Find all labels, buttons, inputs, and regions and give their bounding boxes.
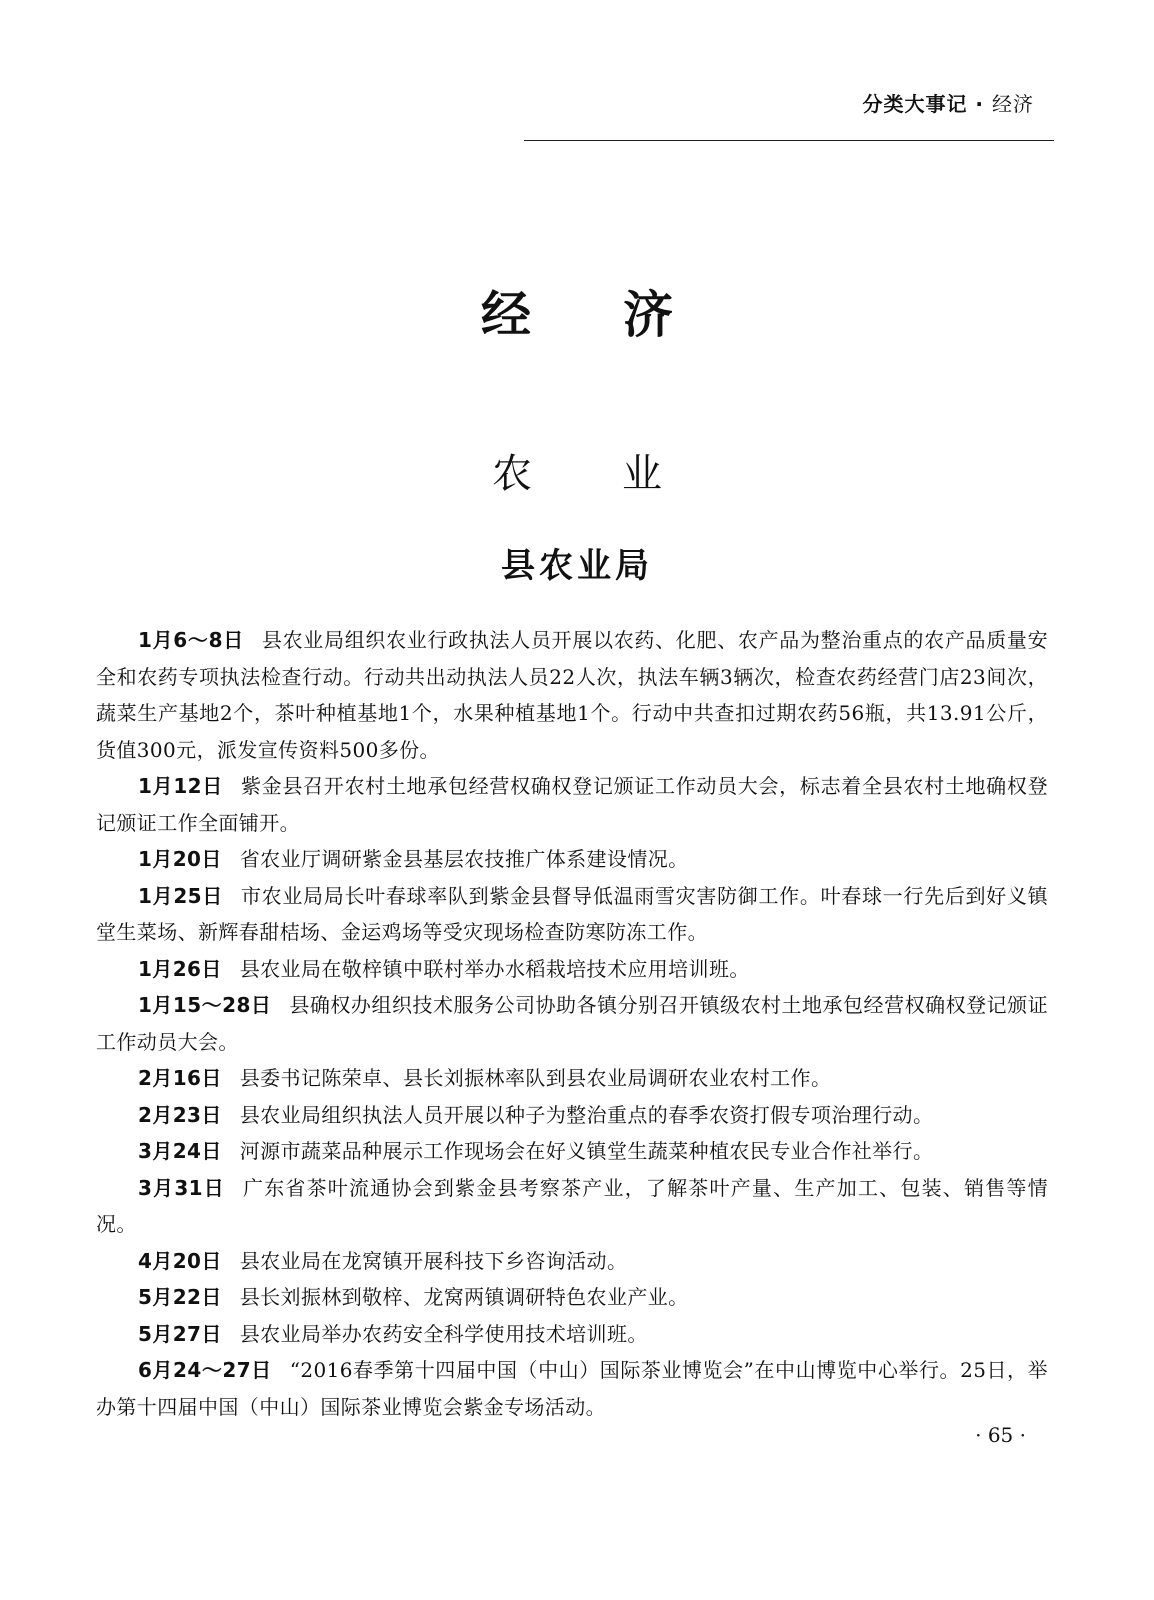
running-head [862,88,1034,117]
entry-text: “2016春季第十四届中国（中山）国际茶业博览会”在中山博览中心举行。25日，举办第十四届中国（中山）国际茶业博览会紫金专场活动。 [96,1358,1049,1419]
entry-date: 2月16日 [138,1066,222,1090]
chronicle-entry [96,987,1048,1060]
entry-date: 5月22日 [138,1285,222,1309]
header-rule [524,140,1054,141]
entry-date: 1月12日 [138,774,223,798]
entry-date: 1月25日 [138,883,223,908]
entry-text: 县农业局在敬梓镇中联村举办水稻栽培技术应用培训班。 [239,956,750,981]
entry-text: 县农业局组织执法人员开展以种子为整治重点的春季农资打假专项治理行动。 [239,1102,934,1127]
chronicle-entry [96,1170,1048,1243]
entry-text: 市农业局局长叶春球率队到紫金县督导低温雨雪灾害防御工作。叶春球一行先后到好义镇堂生菜场、新辉春甜桔场、金运鸡场等受灾现场检查防寒防冻工作。 [96,883,1048,944]
entry-text: 县农业局在龙窝镇开展科技下乡咨询活动。 [239,1248,628,1273]
page-number: · 65 · [975,1423,1026,1447]
chronicle-entries [96,622,1048,1425]
chronicle-entry [96,1243,1048,1280]
entry-text: 县农业局举办农药安全科学使用技术培训班。 [239,1321,648,1346]
running-head-section: 经济 [992,92,1034,116]
entry-date: 3月31日 [138,1175,225,1200]
entry-date: 6月24～27日 [138,1358,272,1382]
chronicle-entry [96,1352,1048,1425]
chronicle-entry [96,768,1048,841]
entry-date: 4月20日 [138,1248,222,1273]
running-head-category: 分类大事记 [862,92,968,116]
entry-text: 县确权办组织技术服务公司协助各镇分别召开镇级农村土地承包经营权确权登记颁证工作动员大会。 [96,993,1048,1054]
entry-text: 省农业厅调研紫金县基层农技推广体系建设情况。 [239,847,689,871]
chronicle-entry [96,1097,1048,1134]
entry-date: 2月23日 [138,1102,222,1127]
entry-date: 1月20日 [138,847,222,871]
chronicle-entry [96,951,1048,988]
entry-text: 县委书记陈荣卓、县长刘振林率队到县农业局调研农业农村工作。 [239,1066,832,1090]
running-head-separator: · [975,92,985,116]
sub-title: 县农业局 [501,546,653,586]
chronicle-entry [96,878,1048,951]
entry-text: 广东省茶叶流通协会到紫金县考察茶产业，了解茶叶产量、生产加工、包装、销售等情况。 [96,1175,1049,1236]
chronicle-entry [96,841,1048,878]
chapter-title: 经济 [481,286,765,344]
entry-date: 3月24日 [138,1139,222,1163]
entry-date: 1月6～8日 [138,628,244,652]
entry-date: 1月26日 [138,956,222,981]
entry-text: 河源市蔬菜品种展示工作现场会在好义镇堂生蔬菜种植农民专业合作社举行。 [239,1139,934,1163]
section-title: 农业 [492,451,752,497]
entry-text: 县长刘振林到敬梓、龙窝两镇调研特色农业产业。 [239,1285,689,1309]
chronicle-entry [96,1316,1048,1353]
entry-text: 紫金县召开农村土地承包经营权确权登记颁证工作动员大会，标志着全县农村土地确权登记颁证工作全面铺开。 [96,774,1048,835]
entry-date: 1月15～28日 [138,993,272,1017]
entry-date: 5月27日 [138,1321,222,1346]
entry-text: 县农业局组织农业行政执法人员开展以农药、化肥、农产品为整治重点的农产品质量安全和农药专项执法检查行动。行动共出动执法人员22人次，执法车辆3辆次，检查农药经营门店23间次，蔬菜生产基地2个，茶叶种植基地1个，水果种植基地1个。行动中共查扣过期农药56瓶，共13.91公斤，货值300元，派发宣传资料500多份。 [96,628,1048,762]
chronicle-entry [96,1060,1048,1097]
chronicle-entry [96,622,1048,768]
chronicle-entry [96,1279,1048,1316]
chronicle-entry [96,1133,1048,1170]
